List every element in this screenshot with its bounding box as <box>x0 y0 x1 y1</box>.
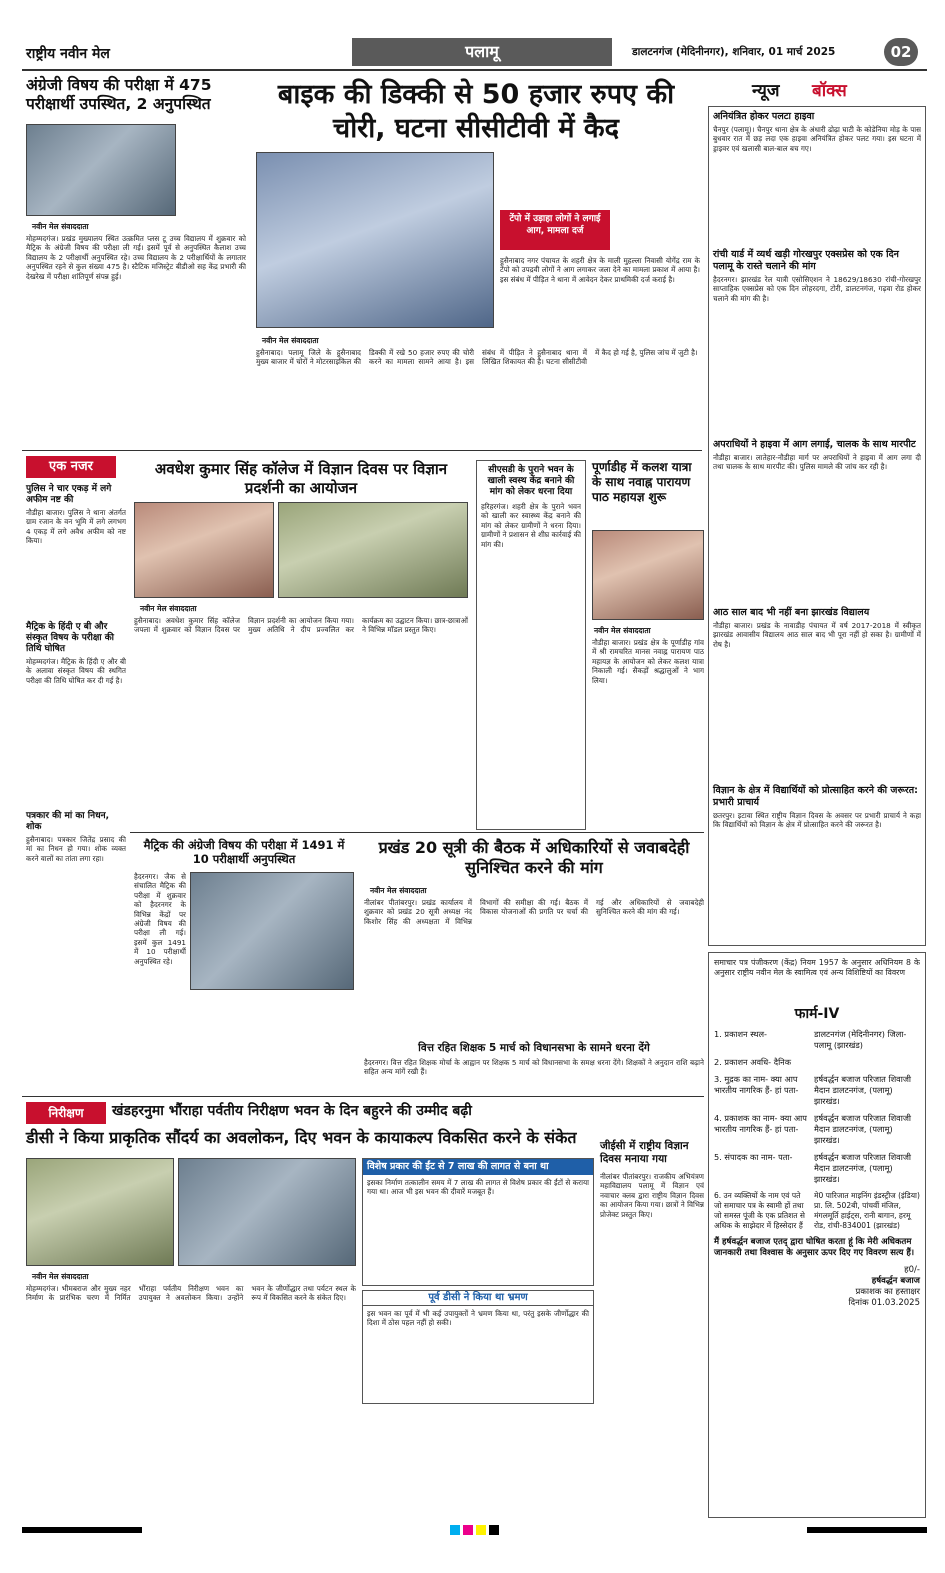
science-college-body: हुसैनाबाद। अवधेश कुमार सिंह कॉलेज जपला में शुक्रवार को विज्ञान दिवस पर विज्ञान प्रदर्शनी का आयोजन किया गया। मुख्य अतिथि ने दीप प्रज्वलित कर कार्यक्रम का उद्घाटन किया। छात्र-छात्राओं ने विभिन्न मॉडल प्रस्तुत किए। <box>134 616 468 635</box>
khandahar-body: मोहम्मदगंज। भीमबराज और मुख्य नहर निर्माण के प्रारंभिक चरण में निर्मित भौंराहा पर्वतीय निरीक्षण भवन का उपायुक्त ने अवलोकन किया। उन्होंने भवन के जीर्णोद्धार तथा पर्यटन स्थल के रूप में विकसित करने के संकेत दिए। <box>26 1284 356 1303</box>
khandahar-inset2-headline: पूर्व डीसी ने किया था भ्रमण <box>363 1291 593 1306</box>
jec-body: नीलांबर पीतांबरपुर। राजकीय अभियंत्रण महाविद्यालय पलामू में विज्ञान एवं नवाचार क्लब द्वारा राष्ट्रीय विज्ञान दिवस का आयोजन किया गया। छात्रों ने विभिन्न प्रोजेक्ट प्रस्तुत किए। <box>600 1172 704 1219</box>
form-iv-row-value <box>814 1057 920 1068</box>
matric-1491-photo <box>190 872 354 990</box>
news-box-item-body: छतरपुर। इटावा स्थित राष्ट्रीय विज्ञान दिवस के अवसर पर प्रभारी प्राचार्य ने कहा कि विद्यार्थियों को विज्ञान के क्षेत्र में प्रोत्साहित करने की जरूरत है। <box>713 811 921 830</box>
sutri-headline: प्रखंड 20 सूत्री की बैठक में अधिकारियों से जवाबदेही सुनिश्चित करने की मांग <box>378 838 690 877</box>
form-iv-row-value: मे0 पारिजात माइनिंग इंडस्ट्रीज (इंडिया) प्रा. लि. 502बी, पांचवीं मंजिल, मंगलमूर्ति हाईट्स, रानी बागान, हरमू रोड, रांची-834001 (झारखंड) <box>814 1191 920 1230</box>
news-box-item-body: चैनपुर (पलामू)। चैनपुर थाना क्षेत्र के अंधारी ढोढ़ा घाटी के कोडेनिया मोड़ के पास बुधवार रात में छड़ लदा एक हाइवा अनियंत्रित होकर पलट गया। इस घटना में ड्राइवर एवं खलासी बाल-बाल बच गए। <box>713 125 921 153</box>
theft-byline: नवीन मेल संवाददाता <box>262 336 319 345</box>
form-iv-signer-name: हर्षवर्द्धन बजाज <box>871 1276 920 1286</box>
black-swatch <box>489 1525 499 1535</box>
yellow-swatch <box>476 1525 486 1535</box>
kalash-headline: पूर्णाडीह में कलश यात्रा के साथ नवाह्न पारायण पाठ महायज्ञ शुरू <box>592 460 692 504</box>
news-box-item-headline: आठ साल बाद भी नहीं बना झारखंड विद्यालय <box>713 607 870 618</box>
kalash-byline: नवीन मेल संवाददाता <box>594 626 651 635</box>
form-iv-row-label: 4. प्रकाशक का नाम- क्या आप भारतीय नागरिक हैं- हां पता- <box>714 1113 807 1134</box>
khandahar-body-cont <box>362 1410 594 1516</box>
form-iv-intro: समाचार पत्र पंजीकरण (केंद्र) नियम 1957 के अनुसार अधिनियम 8 के अनुसार राष्ट्रीय नवीन मेल के स्वामित्व एवं अन्य विशिष्टियों का विवरण <box>714 958 920 977</box>
exam-photo <box>26 124 176 216</box>
bhawan-body: हरिहरगंज। शहरी क्षेत्र के पुराने भवन को खाली कर स्वास्थ्य केंद्र बनाने की मांग को लेकर ग्रामीणों ने धरना दिया। ग्रामीणों ने प्रशासन से शीघ्र कार्रवाई की मांग की। <box>481 502 581 549</box>
news-box <box>708 106 926 946</box>
news-box-item-body: नौडीहा बाजार। प्रखंड के नावाडीह पंचायत में वर्ष 2017-2018 में स्वीकृत झारखंड आवासीय विद्यालय आठ साल बाद भी पूरा नहीं हो सका है। ग्रामीणों में रोष है। <box>713 621 921 649</box>
bhawan-headline: सीएसडी के पुराने भवन के खाली स्वस्थ केंद्र बनाने की मांग को लेकर धरना दिया <box>487 465 575 497</box>
form-iv-row-label: 3. मुद्रक का नाम- क्या आप भारतीय नागरिक हैं- हां पता- <box>714 1074 799 1095</box>
exam-byline: नवीन मेल संवाददाता <box>32 222 89 231</box>
matric-1491-headline: मैट्रिक की अंग्रेजी विषय की परीक्षा में 1491 में 10 परीक्षार्थी अनुपस्थित <box>143 838 345 866</box>
news-box-item-body: हैदरनगर। झारखंड रेल यात्री एसोसिएशन ने 18629/18630 रांची-गोरखपुर साप्ताहिक एक्सप्रेस को एक दिन लोहरदगा, टोरी, डालटनगंज, गढ़वा रोड होकर चलाने की मांग की है। <box>713 275 921 303</box>
ek-nazar-item-headline: मैट्रिक के हिंदी ए बी और संस्कृत विषय के परीक्षा की तिथि घोषित <box>26 622 114 654</box>
science-college-photo-2 <box>278 502 468 598</box>
form-iv-row <box>714 1074 920 1107</box>
theft-headline: बाइक की डिक्की से 50 हजार रुपए की चोरी, घटना सीसीटीवी में कैद <box>277 79 675 144</box>
ek-nazar-item-headline: पुलिस ने चार एकड़ में लगे अफीम नष्ट की <box>26 484 112 505</box>
news-box-title-b: बॉक्स <box>812 81 847 101</box>
kalash-photo <box>592 530 704 620</box>
form-iv-title: फार्म-IV <box>794 1006 840 1022</box>
form-iv-row-label: 2. प्रकाशन अवधि- दैनिक <box>714 1057 792 1067</box>
science-college-headline: अवधेश कुमार सिंह कॉलेज में विज्ञान दिवस पर विज्ञान प्रदर्शनी का आयोजन <box>154 460 448 497</box>
khandahar-inset-headline: विशेष प्रकार की ईंट से 7 लाख की लागत से बना था <box>363 1159 593 1175</box>
khandahar-photo-2 <box>178 1158 356 1266</box>
news-box-item-headline: रांची यार्ड में व्यर्थ खड़ी गोरखपुर एक्सप्रेस को एक दिन पलामू के रास्ते चलाने की मांग <box>713 249 899 272</box>
form-iv-row-label: 5. संपादक का नाम- पता- <box>714 1152 793 1162</box>
form-iv-row-label: 1. प्रकाशन स्थल- <box>714 1029 767 1039</box>
ek-nazar-column <box>26 484 126 1165</box>
sutri-sub-body: हैदरनगर। वित्त रहित शिक्षक मोर्चा के आह्वान पर शिक्षक 5 मार्च को विधानसभा के समक्ष धरना देंगे। शिक्षकों ने अनुदान राशि बढ़ाने सहित अन्य मांगें रखी हैं। <box>364 1058 704 1077</box>
form-iv-row-value: डालटनगंज (मेदिनीनगर) जिला- पलामू (झारखंड) <box>814 1029 907 1050</box>
ek-nazar-item-headline: पत्रकार की मां का निधन, शोक <box>26 811 110 832</box>
masthead <box>22 38 927 68</box>
khandahar-inset <box>362 1158 594 1286</box>
news-box-item-headline: विज्ञान के क्षेत्र में विद्यार्थियों को प्रोत्साहित करने की जरूरत: प्रभारी प्राचार्य <box>713 785 918 808</box>
theft-cctv-photo <box>256 152 494 328</box>
ek-nazar-item-body: मोहम्मदगंज। मैट्रिक के हिंदी ए और बी के अलावा संस्कृत विषय की स्थगित परीक्षा की तिथि घोषित कर दी गई है। <box>26 657 126 685</box>
ek-nazar-item-body: हुसैनाबाद। पत्रकार जितेंद्र प्रसाद की मां का निधन हो गया। शोक व्यक्त करने वालों का तांता लगा रहा। <box>26 835 126 863</box>
jec-headline: जीईसी में राष्ट्रीय विज्ञान दिवस मनाया गया <box>600 1140 689 1165</box>
form-iv <box>708 952 926 1518</box>
news-box-header <box>712 76 926 106</box>
khandahar-inset2-body: इस भवन का पूर्व में भी कई उपायुक्तों ने भ्रमण किया था, परंतु इसके जीर्णोद्धार की दिशा में ठोस पहल नहीं हो सकी। <box>367 1309 589 1328</box>
ek-nazar-label: एक नजर <box>26 456 116 478</box>
form-iv-signed-date: दिनांक 01.03.2025 <box>848 1298 920 1308</box>
news-box-title-a: न्यूज <box>752 81 780 101</box>
kalash-body: नौडीहा बाजार। प्रखंड क्षेत्र के पूर्णाडीह गांव में श्री रामचरित मानस नवाह्न पारायण पाठ महायज्ञ के आयोजन को लेकर कलश यात्रा निकाली गई। सैकड़ों श्रद्धालुओं ने भाग लिया। <box>592 638 704 685</box>
footer-registration-marks <box>22 1524 927 1536</box>
footer-bar <box>22 1527 142 1533</box>
khandahar-byline: नवीन मेल संवाददाता <box>32 1272 89 1281</box>
news-box-item-headline: अपराधियों ने हाइवा में आग लगाई, चालक के साथ मारपीट <box>713 439 916 450</box>
exam-body: मोहम्मदगंज। प्रखंड मुख्यालय स्थित उत्क्रमित प्लस टू उच्च विद्यालय में शुक्रवार को मैट्रिक के अंग्रेजी विषय की परीक्षा ली गई। इसमें पूर्व से अनुपस्थित कैलाश उच्च विद्यालय के 2 परीक्षार्थी अनुपस्थित रहे। उच्च विद्यालय के 2 परीक्षार्थियों के लगातार अनुपस्थित रहने से कुल संख्या 475 है। स्टैटिक मजिस्ट्रेट बीडीओ सह केंद्र प्रभारी की देखरेख में परीक्षा शांतिपूर्ण संपन्न हुई। <box>26 234 246 281</box>
form-iv-row <box>714 1057 920 1068</box>
form-iv-row-value: हर्षवर्द्धन बजाज परिजात शिवाजी मैदान डालटनगंज, (पलामू) झारखंड। <box>814 1113 912 1145</box>
khandahar-inset-body: इसका निर्माण तत्कालीन समय में 7 लाख की लागत से विशेष प्रकार की ईंटों से कराया गया था। आज भी इस भवन की दीवारें मजबूत हैं। <box>367 1178 589 1197</box>
form-iv-row <box>714 1191 920 1231</box>
news-box-item-headline: अनियंत्रित होकर पलटा हाइवा <box>713 111 815 122</box>
sutri-byline: नवीन मेल संवाददाता <box>370 886 427 895</box>
matric-1491-body: हैदरनगर। जैक से संचालित मैट्रिक की परीक्षा में शुक्रवार को हैदरनगर के विभिन्न केंद्रों पर अंग्रेजी विषय की परीक्षा ली गई। इसमें कुल 1491 में 10 परीक्षार्थी अनुपस्थित रहे। <box>134 872 186 966</box>
sutri-sub-headline: वित्त रहित शिक्षक 5 मार्च को विधानसभा के सामने धरना देंगे <box>418 1042 650 1054</box>
form-iv-signature-note: ह0/- <box>904 1265 920 1275</box>
form-iv-row-label: 6. उन व्यक्तियों के नाम एवं पते जो समाचार पत्र के स्वामी हों तथा जो समस्त पूंजी के एक प्रतिशत से अधिक के साझेदार में हिस्सेदार हैं <box>714 1191 805 1230</box>
khandahar-headline: खंडहरनुमा भौंराहा पर्वतीय निरीक्षण भवन के दिन बहुरने की उम्मीद बढ़ी <box>112 1103 472 1119</box>
footer-bar <box>807 1527 927 1533</box>
magenta-swatch <box>463 1525 473 1535</box>
sutri-body: नीलांबर पीतांबरपुर। प्रखंड कार्यालय में शुक्रवार को प्रखंड 20 सूत्री अध्यक्ष नंद किशोर सिंह की अध्यक्षता में विभिन्न विभागों की समीक्षा की गई। बैठक में विकास योजनाओं की प्रगति पर चर्चा की गई और अधिकारियों से जवाबदेही सुनिश्चित करने की मांग की गई। <box>364 898 704 926</box>
matric-1491-body-cont <box>134 996 354 1088</box>
khandahar-label: निरीक्षण <box>26 1102 106 1124</box>
exam-headline: अंग्रेजी विषय की परीक्षा में 475 परीक्षार्थी उपस्थित, 2 अनुपस्थित <box>26 76 212 113</box>
form-iv-row <box>714 1029 920 1051</box>
theft-inset-body-top <box>612 210 700 260</box>
form-iv-row-value: हर्षवर्द्धन बजाज परिजात शिवाजी मैदान डालटनगंज, (पलामू) झारखंड। <box>814 1074 912 1106</box>
news-box-item-body: नौडीहा बाजार। लातेहार-नौडीहा मार्ग पर अपराधियों ने हाइवा में आग लगा दी तथा चालक के साथ मारपीट की। पुलिस मामले की जांच कर रही है। <box>713 453 921 472</box>
ek-nazar-item-body: नौडीहा बाजार। पुलिस ने थाना अंतर्गत ग्राम रजान के वन भूमि में लगे लगभग 4 एकड़ में लगे अवैध अफीम को नष्ट किया। <box>26 508 126 546</box>
science-college-byline: नवीन मेल संवाददाता <box>140 604 197 613</box>
khandahar-inset2 <box>362 1290 594 1404</box>
paper-name: राष्ट्रीय नवीन मेल <box>26 46 110 62</box>
footer-color-swatches <box>450 1525 499 1535</box>
form-iv-declaration: मैं हर्षवर्द्धन बजाज एतद् द्वारा घोषित करता हूं कि मेरी अधिकतम जानकारी तथा विश्वास के अनुसार ऊपर दिए गए विवरण सत्य हैं। <box>714 1237 915 1258</box>
science-college-photo-1 <box>134 502 274 598</box>
theft-inset-body: हुसैनाबाद नगर पंचायत के शहरी क्षेत्र के माली मुहल्ला निवासी योगेंद्र राम के टेंपो को उपद्रवी लोगों ने आग लगाकर जला देने का मामला प्रकाश में आया है। इस संबंध में पीड़ित ने थाना में आवेदन देकर प्राथमिकी दर्ज कराई है। <box>500 256 700 284</box>
form-iv-signer-role: प्रकाशक का हस्ताक्षर <box>855 1287 920 1297</box>
form-iv-row <box>714 1152 920 1185</box>
khandahar-photo-1 <box>26 1158 174 1266</box>
form-iv-row-value: हर्षवर्द्धन बजाज परिजात शिवाजी मैदान डालटनगंज, (पलामू) झारखंड। <box>814 1152 912 1184</box>
cyan-swatch <box>450 1525 460 1535</box>
form-iv-row <box>714 1113 920 1146</box>
dateline: डालटनगंज (मेदिनीनगर), शनिवार, 01 मार्च 2025 <box>632 46 836 58</box>
masthead-rule <box>22 69 927 71</box>
form-iv-signature <box>714 1265 920 1309</box>
theft-body: हुसैनाबाद। पलामू जिले के हुसैनाबाद मुख्य बाजार में चोरों ने मोटरसाइकिल की डिक्की में रखे 50 हजार रुपए की चोरी करने का मामला सामने आया है। इस संबंध में पीड़ित ने हुसैनाबाद थाना में लिखित शिकायत की है। घटना सीसीटीवी में कैद हो गई है, पुलिस जांच में जुटी है। <box>256 348 698 367</box>
page-number: 02 <box>884 38 918 66</box>
bhawan-box <box>476 460 586 830</box>
section-tab: पलामू <box>352 38 612 66</box>
khandahar-subhead: डीसी ने किया प्राकृतिक सौंदर्य का अवलोकन, दिए भवन के कायाकल्प विकसित करने के संकेत <box>26 1128 577 1147</box>
theft-inset-headline: टेंपो में उड़ाहा लोगों ने लगाई आग, मामला दर्ज <box>500 210 610 250</box>
